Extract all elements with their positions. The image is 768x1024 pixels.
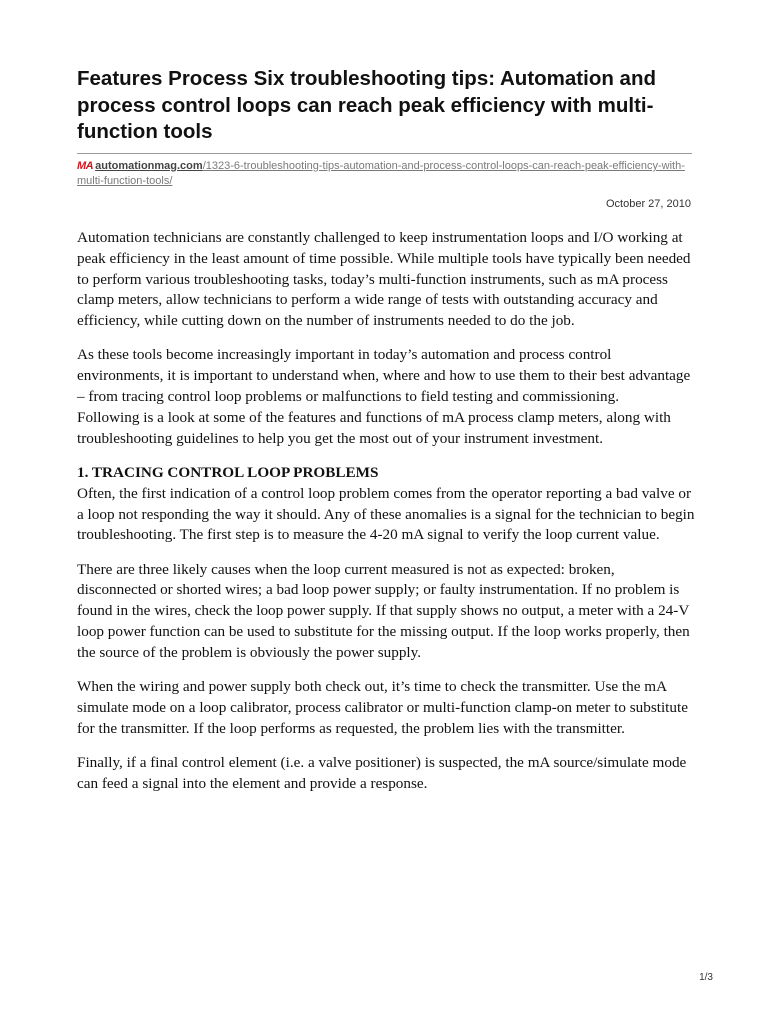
intro-paragraph: Automation technicians are constantly challenged to keep instrumentation loops and I/O working at peak efficiency in the least amount of time possible. While multiple tools have typically been needed to perform various troubleshooting tasks, today’s multi-function instruments, such as mA process clamp meters, allow technicians to perform a wide range of tests with outstanding accuracy and efficiency, while cutting down on the number of instruments needed to do the job. [77,229,691,330]
publish-date: October 27, 2010 [605,198,691,210]
body-paragraph: Following is a look at some of the features and functions of mA process clamp meters, along with troubleshooting guidelines to help you get the most out of your instrument investment. [77,408,671,447]
source-divider [77,153,692,154]
section-paragraph: There are three likely causes when the loop current measured is not as expected: broken, disconnected or shorted wires; a bad loop power supply; or faulty instrumentation. If no problem is found in the wires, check the loop power supply. If that supply shows no output, a meter with a 24-V loop power function can be used to substitute for the missing output. If the loop works properly, then the source of the problem is obviously the power supply. [77,560,690,661]
section-paragraph: Often, the first indication of a control loop problem comes from the operator reporting a bad valve or a loop not responding the way it should. Any of these anomalies is a signal for the technician to begin troubleshooting. The first step is to measure the 4-20 mA signal to verify the loop current value. [77,484,695,544]
source-domain[interactable]: automationmag.com [95,160,203,172]
article-body [77,228,697,808]
page-number: 1/3 [699,972,713,983]
section-paragraph: When the wiring and power supply both check out, it’s time to check the transmitter. Use the mA simulate mode on a loop calibrator, process calibrator or multi-function clamp-on meter to substitute for the transmitter. If the loop performs as requested, the problem lies with the transmitter. [77,678,688,737]
section-paragraph: Finally, if a final control element (i.e. a valve positioner) is suspected, the mA source/simulate mode can feed a signal into the element and provide a response. [77,754,687,792]
section-heading: 1. TRACING CONTROL LOOP PROBLEMS [77,463,379,481]
article-title: Features Process Six troubleshooting tips: Automation and process control loops can reach peak efficiency with multi-function tools [77,67,657,143]
body-paragraph: As these tools become increasingly important in today’s automation and process control environments, it is important to understand when, where and how to use them to their best advantage – from tracing control loop problems or malfunctions to field testing and commissioning. [77,346,691,406]
source-path[interactable]: /1323-6-troubleshooting-tips-automation-and-process-control-loops-can-reach-peak-efficiency-with-multi-function-tools/ [77,160,685,187]
automationmag-logo-icon: MA [77,160,94,172]
source-link[interactable] [77,159,697,189]
